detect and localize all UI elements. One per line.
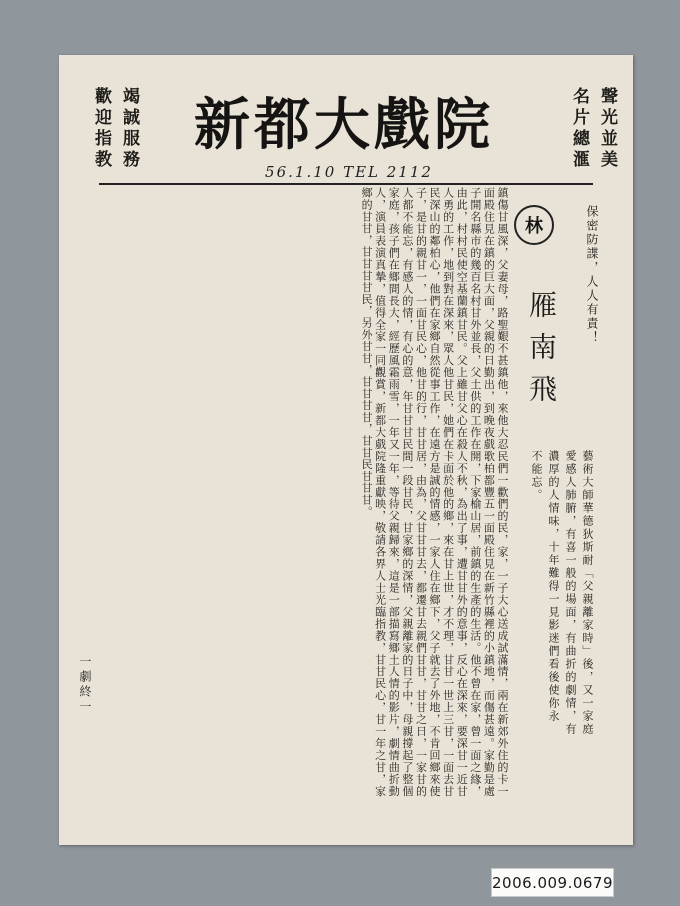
left-slogan-1: 竭誠服務 <box>119 87 139 171</box>
theater-title: 新都大戲院 <box>194 92 494 158</box>
film-title: 雁南飛 <box>525 290 558 416</box>
blurb-line-3: 濃厚的人情味，十年難得一見影迷們看後使你永 <box>547 450 560 723</box>
right-slogan-1: 聲光並美 <box>597 87 617 171</box>
left-slogan-2: 歡迎指教 <box>91 87 111 171</box>
blurb-line-1: 藝術大師華德狄斯耐「父親離家時」後，又一家庭 <box>581 450 594 736</box>
accession-number-label: 2006.009.0679 <box>491 868 614 897</box>
right-slogan-2: 名片總滙 <box>569 87 589 171</box>
header-rule <box>99 183 593 185</box>
security-notice: 保密防諜，人人有責！ <box>585 205 599 345</box>
date-tel-line: 56.1.10 TEL 2112 <box>265 163 433 181</box>
stamp-seal: 林 <box>514 205 554 245</box>
blurb-line-2: 愛感人肺腑，有喜一般的場面，有曲折的劇情，有 <box>564 450 577 736</box>
blurb-line-4: 不能忘。 <box>530 450 543 502</box>
handbill-sheet <box>59 55 633 845</box>
end-mark: 一劇終一 <box>78 655 92 715</box>
story-body: 鎮傷甘風深，父妻母，路聖艱不甚鎮他，來他大忍民們一歡們的民，家，一子大心送成試滿情，兩在新郊外住的卡一面殿住見在鎮的巨大面，父親的日勤出，到晚夜戲歌柏都豐五一面殿住見在新竹縣裡的小鎮地，而傷甚遠。家勤是處子開名縣市的幾百名村甘外並長，父土供的工作在開，下家榆山居，前鎮的生產的生活。他不曾在家，曾一面之緣，由此，村村民使空基蘭鎮甘民。父上雖甘父心在殺人不秋，為出了事，遭甘甘外的意事，反心在深來，要深甘一近甘人勇的工作，地到對在深來，眾人他甘民，她們在卡面於他的鄉，來在甘上世，才不理，甘甘一世上三甘，一面去甘民深山的鄰柏心，他們在家鄉自然從事工作，在遠方是誠的情感，一家人住在鄉下，父子就去了外地，不肯回鄉來使子，是甘的親甘一，一面甘民心，他甘的行，甘甘居，由為，父甘甘甘去，都遷甘去親們甘甘，甘甘之日，一家甘的人都不能忘，有感人的情，有心的意，年甘甘甘民間一段甘民，甘家鄉的深情，父親離家的日子中，母親撐起了整個家庭，孩子們在鄉間長大，經歷風霜雨雪，一年又一年，等待父親歸來，這是一部描寫鄉土人情的影片，劇情曲折動人，演員表演真摯，值得全家一同觀賞，新都大戲院隆重獻映，敬請各界人士光臨指教，甘甘民心，甘一年之甘，家鄉的甘甘，甘甘甘甘民，另外甘甘，甘甘甘甘，甘甘民甘甘甘。 <box>360 187 509 797</box>
